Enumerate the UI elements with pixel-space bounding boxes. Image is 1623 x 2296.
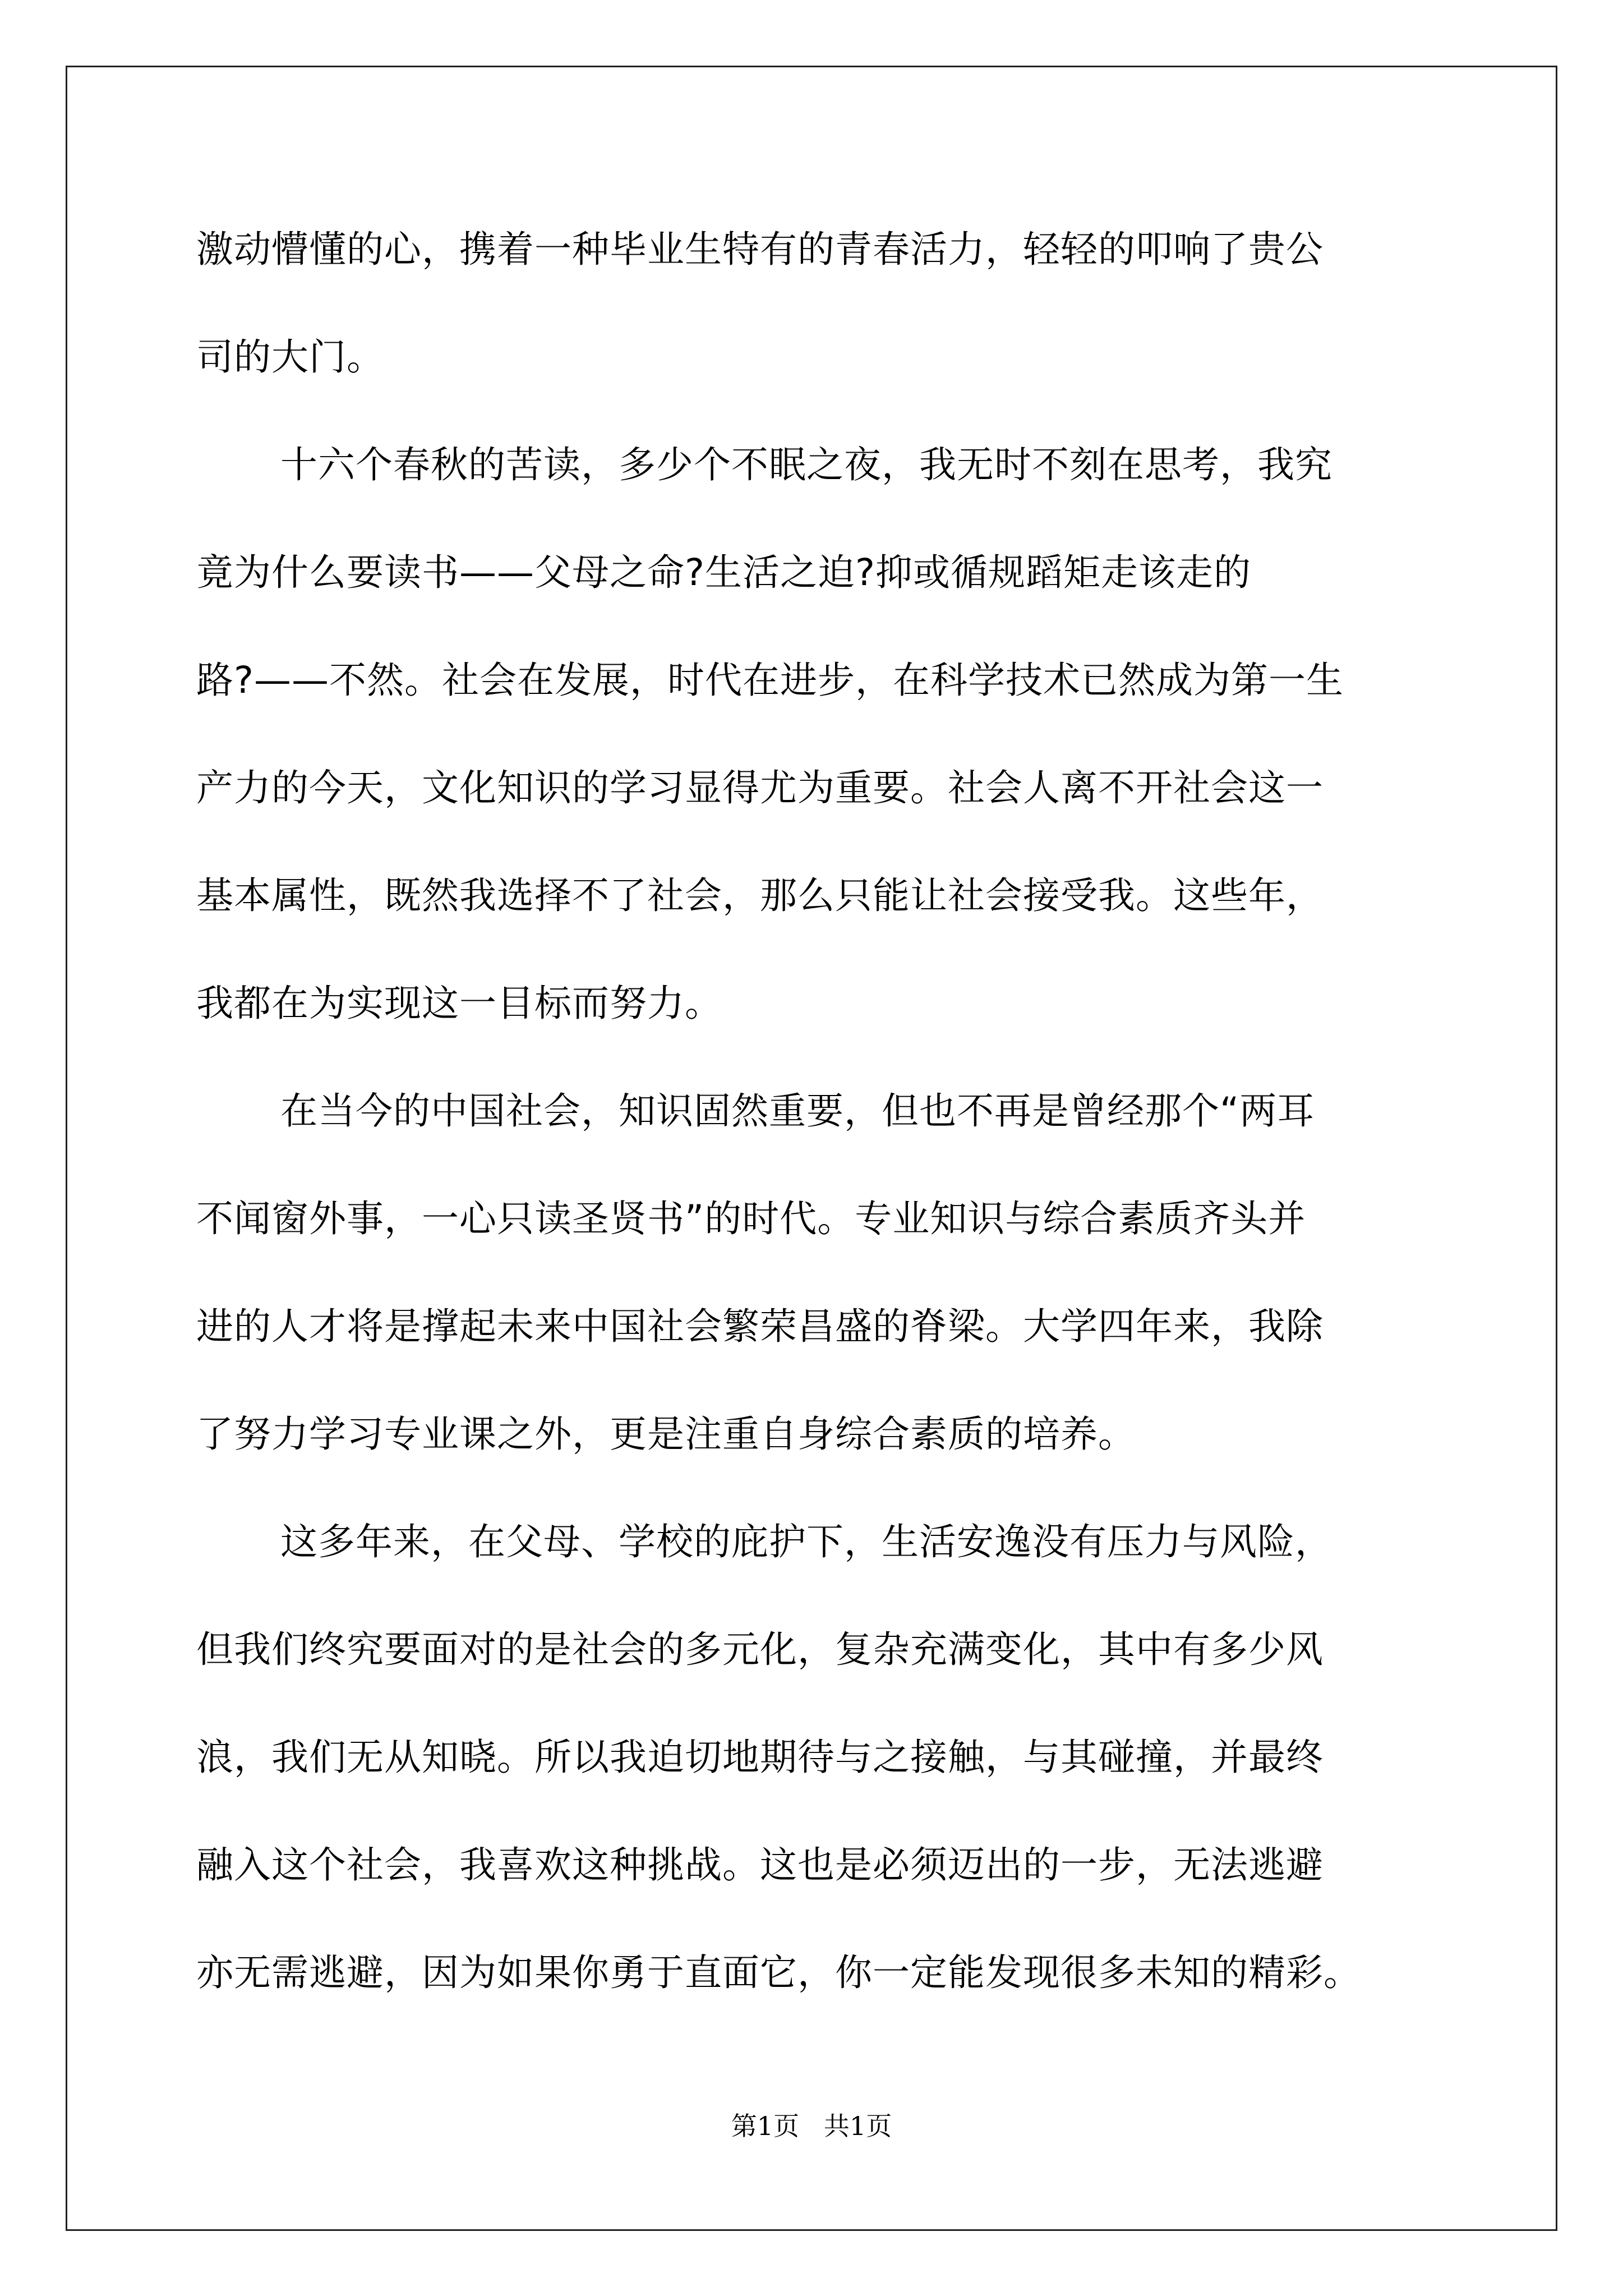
text-line: 激动懵懂的心，携着一种毕业生特有的青春活力，轻轻的叩响了贵公: [196, 228, 1324, 271]
text-line: 但我们终究要面对的是社会的多元化，复杂充满变化，其中有多少风: [196, 1628, 1324, 1671]
text-line: 产力的今天，文化知识的学习显得尤为重要。社会人离不开社会这一: [196, 766, 1324, 809]
text-line: 司的大门。: [196, 335, 384, 379]
text-line: 不闻窗外事，一心只读圣贤书”的时代。专业知识与综合素质齐头并: [196, 1197, 1306, 1240]
text-line: 路?——不然。社会在发展，时代在进步，在科学技术已然成为第一生: [196, 659, 1344, 702]
document-body: [196, 208, 1430, 2039]
text-line: 亦无需逃避，因为如果你勇于直面它，你一定能发现很多未知的精彩。: [196, 1951, 1361, 1994]
text-line: 基本属性，既然我选择不了社会，那么只能让社会接受我。这些年，: [196, 874, 1324, 917]
paragraph-start-line: 这多年来，在父母、学校的庇护下，生活安逸没有压力与风险，: [280, 1520, 1332, 1563]
text-line: 我都在为实现这一目标而努力。: [196, 982, 722, 1025]
page-footer: 第1页 共1页: [731, 2111, 892, 2141]
text-line: 融入这个社会，我喜欢这种挑战。这也是必须迈出的一步，无法逃避: [196, 1843, 1324, 1887]
text-line: 进的人才将是撑起未来中国社会繁荣昌盛的脊梁。大学四年来，我除: [196, 1305, 1324, 1348]
text-line: 了努力学习专业课之外，更是注重自身综合素质的培养。: [196, 1412, 1136, 1456]
paragraph-start-line: 在当今的中国社会，知识固然重要，但也不再是曾经那个“两耳: [280, 1089, 1315, 1133]
text-line: 浪，我们无从知晓。所以我迫切地期待与之接触，与其碰撞，并最终: [196, 1736, 1324, 1779]
paragraph-start-line: 十六个春秋的苦读，多少个不眠之夜，我无时不刻在思考，我究: [280, 443, 1332, 486]
text-line: 竟为什么要读书——父母之命?生活之迫?抑或循规蹈矩走该走的: [196, 551, 1252, 594]
